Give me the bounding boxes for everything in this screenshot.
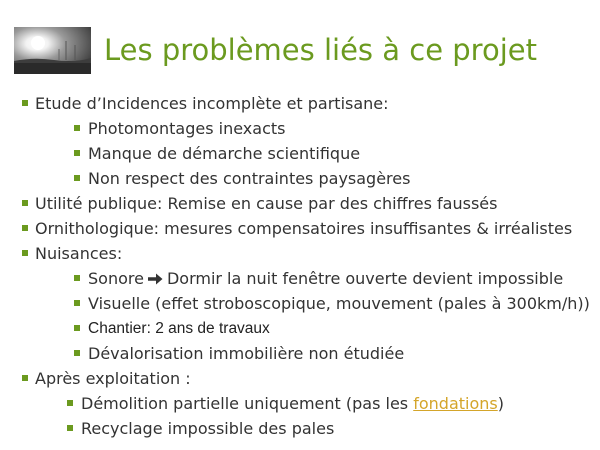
list-item-text: Etude d’Incidences incomplète et partisane: [35, 94, 389, 113]
demolition-text: Démolition partielle uniquement (pas les [81, 394, 414, 413]
bullet-square-icon [74, 325, 80, 331]
bullet-square-icon [22, 375, 28, 381]
list-item-text: Chantier: 2 ans de travaux [88, 320, 270, 337]
sun-landscape-icon [14, 27, 91, 74]
list-item-text: Dévalorisation immobilière non étudiée [88, 344, 405, 363]
list-item [0, 341, 600, 366]
bullet-square-icon [22, 250, 28, 256]
list-item-text: Photomontages inexacts [88, 119, 286, 138]
list-item [0, 91, 600, 116]
list-item [0, 291, 600, 316]
bullet-square-icon [67, 425, 73, 431]
list-item-text: Ornithologique: mesures compensatoires insuffisantes & irréalistes [35, 219, 573, 238]
list-item [0, 141, 600, 166]
list-item [0, 116, 600, 141]
bullet-square-icon [22, 100, 28, 106]
bullet-square-icon [74, 275, 80, 281]
bullet-square-icon [74, 175, 80, 181]
arrow-right-icon [148, 273, 163, 285]
bullet-square-icon [74, 350, 80, 356]
list-item-text: Visuelle (effet stroboscopique, mouvement (pales à 300km/h)) [88, 294, 590, 313]
list-item [0, 216, 600, 241]
list-item-text: Manque de démarche scientifique [88, 144, 361, 163]
closing-paren: ) [497, 394, 504, 413]
bullet-square-icon [74, 150, 80, 156]
sonore-label: Sonore [88, 269, 144, 288]
bullet-square-icon [74, 125, 80, 131]
list-item [0, 266, 600, 291]
slide-title: Les problèmes liés à ce projet [104, 33, 537, 67]
list-item-text [81, 391, 504, 416]
list-item [0, 316, 600, 341]
bullet-square-icon [22, 225, 28, 231]
list-item-text: Utilité publique: Remise en cause par des chiffres faussés [35, 194, 498, 213]
list-item-text: Non respect des contraintes paysagères [88, 169, 411, 188]
list-item [0, 391, 600, 416]
list-item [0, 166, 600, 191]
list-item [0, 416, 600, 441]
list-item-text: Après exploitation : [35, 369, 191, 388]
list-item [0, 241, 600, 266]
bullet-square-icon [22, 200, 28, 206]
bullet-square-icon [74, 300, 80, 306]
fondations-link[interactable]: fondations [413, 394, 498, 413]
list-item-text [88, 266, 563, 291]
list-item-text: Recyclage impossible des pales [81, 419, 335, 438]
thumbnail-image [14, 27, 91, 74]
list-item [0, 366, 600, 391]
list-item-text: Nuisances: [35, 244, 123, 263]
bullet-list [0, 91, 600, 441]
bullet-square-icon [67, 400, 73, 406]
sonore-detail: Dormir la nuit fenêtre ouverte devient impossible [166, 269, 564, 288]
list-item [0, 191, 600, 216]
